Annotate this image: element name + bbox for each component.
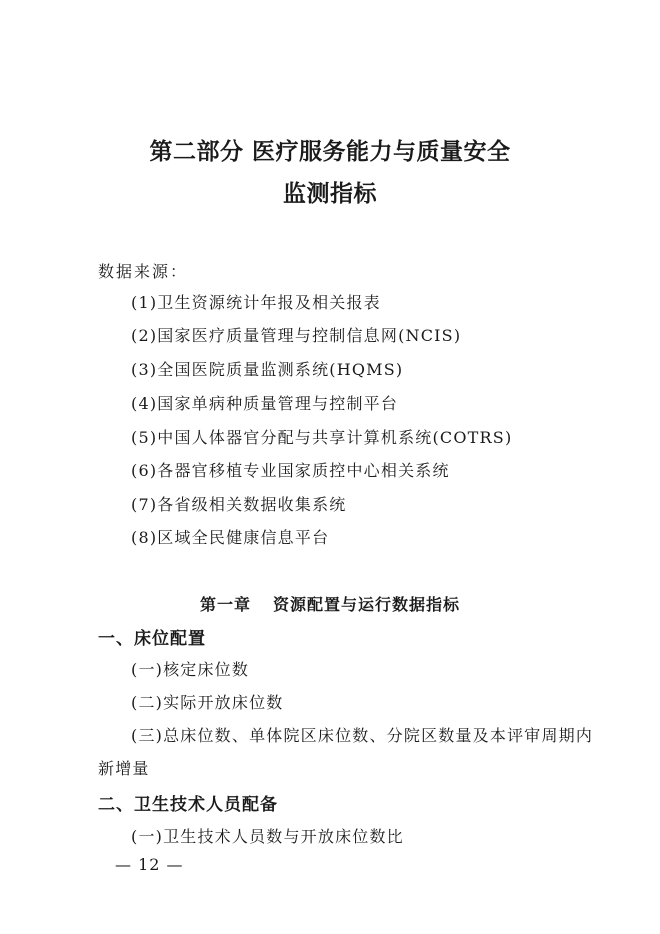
data-source-item: (7)各省级相关数据收集系统 <box>131 495 347 514</box>
page-number: — 12 — <box>115 855 184 874</box>
chapter-title: 资源配置与运行数据指标 <box>273 595 461 614</box>
data-source-item: (4)国家单病种质量管理与控制平台 <box>131 394 399 413</box>
data-source-item: (6)各器官移植专业国家质控中心相关系统 <box>131 461 450 480</box>
data-source-item: (8)区域全民健康信息平台 <box>131 528 330 547</box>
data-source-item: (3)全国医院质量监测系统(HQMS) <box>131 360 404 379</box>
data-source-item: (5)中国人体器官分配与共享计算机系统(COTRS) <box>131 428 513 447</box>
chapter-number: 第一章 <box>199 595 251 614</box>
chapter-heading <box>0 592 660 615</box>
section-item: (三)总床位数、单体院区床位数、分院区数量及本评审周期内 <box>131 726 594 745</box>
page-title-line-1: 第二部分 医疗服务能力与质量安全 <box>149 138 511 165</box>
section-heading-staffing: 二、卫生技术人员配备 <box>98 795 278 815</box>
page-title-line-2: 监测指标 <box>283 180 377 207</box>
section-item: (二)实际开放床位数 <box>131 693 284 712</box>
data-source-item: (1)卫生资源统计年报及相关报表 <box>131 293 381 312</box>
data-source-item: (2)国家医疗质量管理与控制信息网(NCIS) <box>131 326 462 345</box>
section-item: (一)核定床位数 <box>131 660 250 679</box>
data-sources-label: 数据来源： <box>98 262 189 281</box>
section-heading-bed-allocation: 一、床位配置 <box>98 629 206 649</box>
section-item: (一)卫生技术人员数与开放床位数比 <box>131 827 404 846</box>
section-item-continuation: 新增量 <box>98 759 150 778</box>
